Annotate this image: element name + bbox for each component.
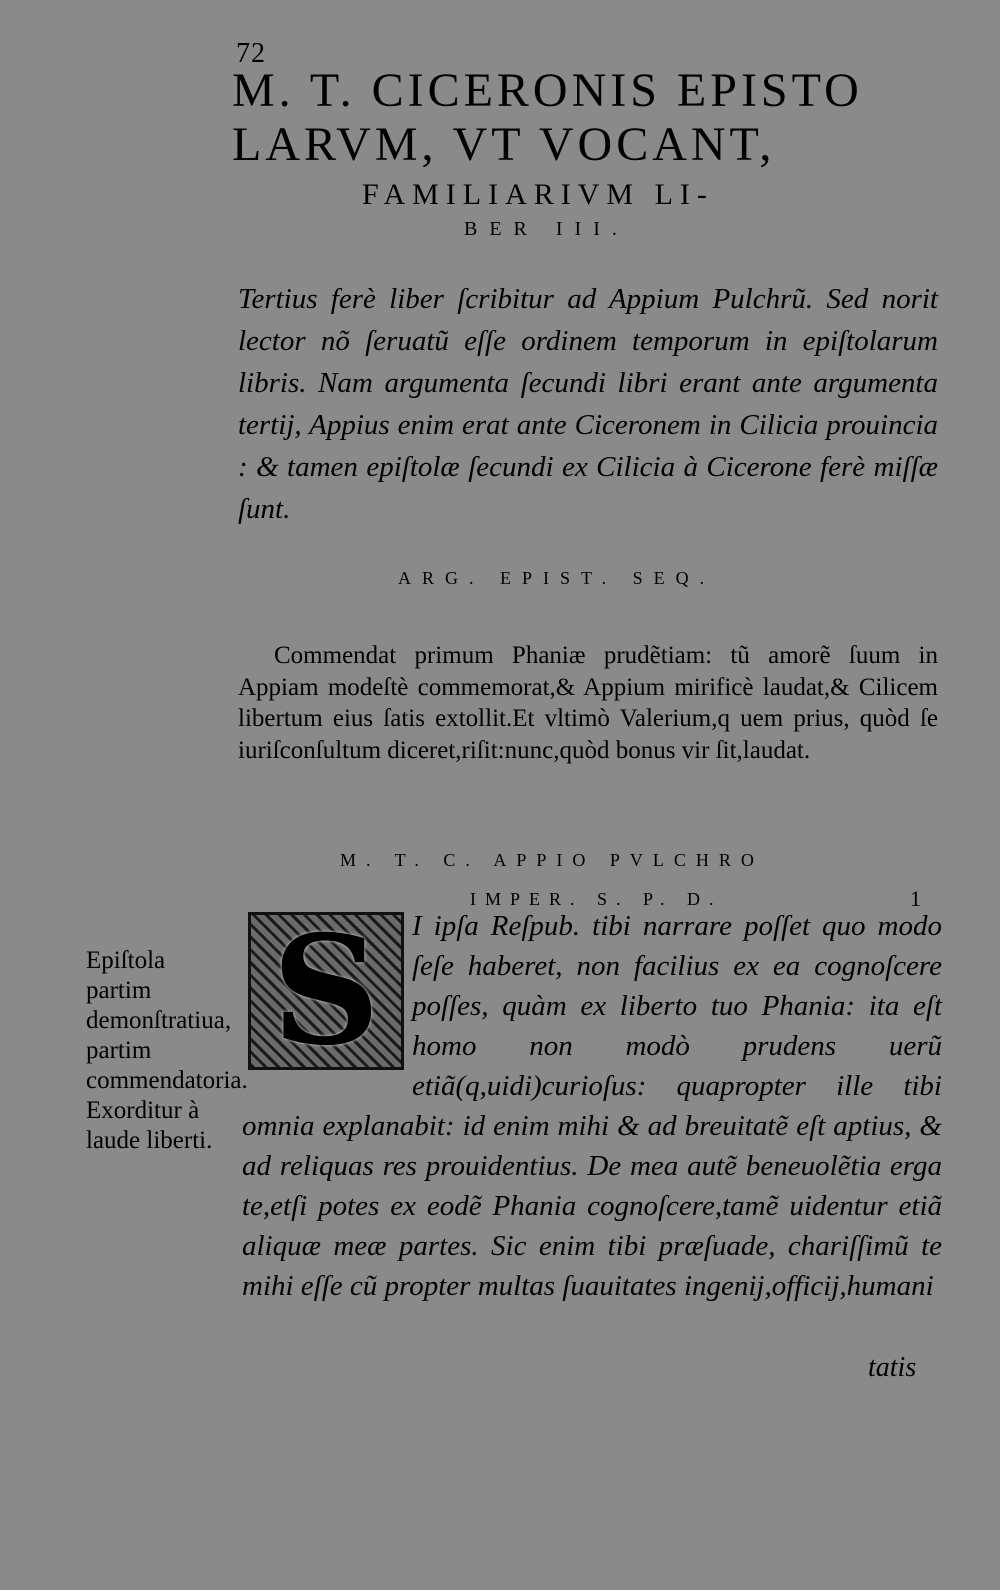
letter-text: I ipſa Reſpub. tibi narrare poſſet quo modo ſeſe haberet, non facilius ex ea cognoſcere poſſes, quàm ex liberto tuo Phania: ita eſt homo non modò prudens uerũ etiã(q,uidi)curioſus: quapropter ille tibi omnia explanabit: id enim mihi & ad breuitatẽ eſt aptius, & ad reliquas res prouidentius. De mea autẽ beneuolẽtia erga te,etſi potes ex eodẽ Phania cognoſcere,tamẽ uidentur etiã aliquæ meæ partes. Sic enim tibi præſuade, chariſſimũ te mihi eſſe cũ propter multas ſuauitates ingenij,officij,humani <box>242 910 942 1302</box>
argument-heading: ARG. EPIST. SEQ. <box>398 568 716 588</box>
book-introduction <box>238 278 938 530</box>
book-title <box>232 64 932 240</box>
title-line-2: LARVM, VT VOCANT, <box>232 118 776 171</box>
salutation-line-1: M. T. C. APPIO PVLCHRO <box>340 850 764 870</box>
initial-spacer <box>242 903 412 1079</box>
letter-number: 1 <box>910 886 921 911</box>
title-line-1: M. T. CICERONIS EPISTO <box>232 64 863 117</box>
argument-text: Commendat primum Phaniæ prudẽtiam: tũ amorẽ ſuum in Appiam modeſtè commemorat,& Appium mirificè laudat,& Cilicem libertum eius ſatis extollit.Et vltimò Valerium,q uem prius, quòd ſe iuriſconſultum diceret,riſit:nunc,quòd bonus vir ſit,laudat. <box>238 642 938 764</box>
argument-summary <box>238 640 938 766</box>
catchword: tatis <box>868 1352 917 1383</box>
title-line-4: BER III. <box>464 218 629 240</box>
letter-body <box>242 903 942 1306</box>
marginal-note <box>86 946 248 1156</box>
introduction-text: Tertius ferè liber ſcribitur ad Appium Pulchrũ. Sed norit lector nõ ſeruatũ eſſe ordinem temporum in epiſtolarum libris. Nam argumenta ſecundi libri erant ante argumenta tertij, Appius enim erat ante Ciceronem in Cilicia prouincia : & tamen epiſtolæ ſecundi ex Cilicia à Cicerone ferè miſſæ ſunt. <box>238 283 938 525</box>
folio-number: 72 <box>236 38 266 69</box>
title-line-3: FAMILIARIVM LI- <box>362 178 714 211</box>
initial-letter: S <box>271 903 381 1079</box>
marginal-note-text: Epiſtola partim demonſtratiua, partim commendatoria. Exorditur à laude liberti. <box>86 947 248 1154</box>
salutation-line-2: IMPER. S. P. D. <box>470 889 723 909</box>
